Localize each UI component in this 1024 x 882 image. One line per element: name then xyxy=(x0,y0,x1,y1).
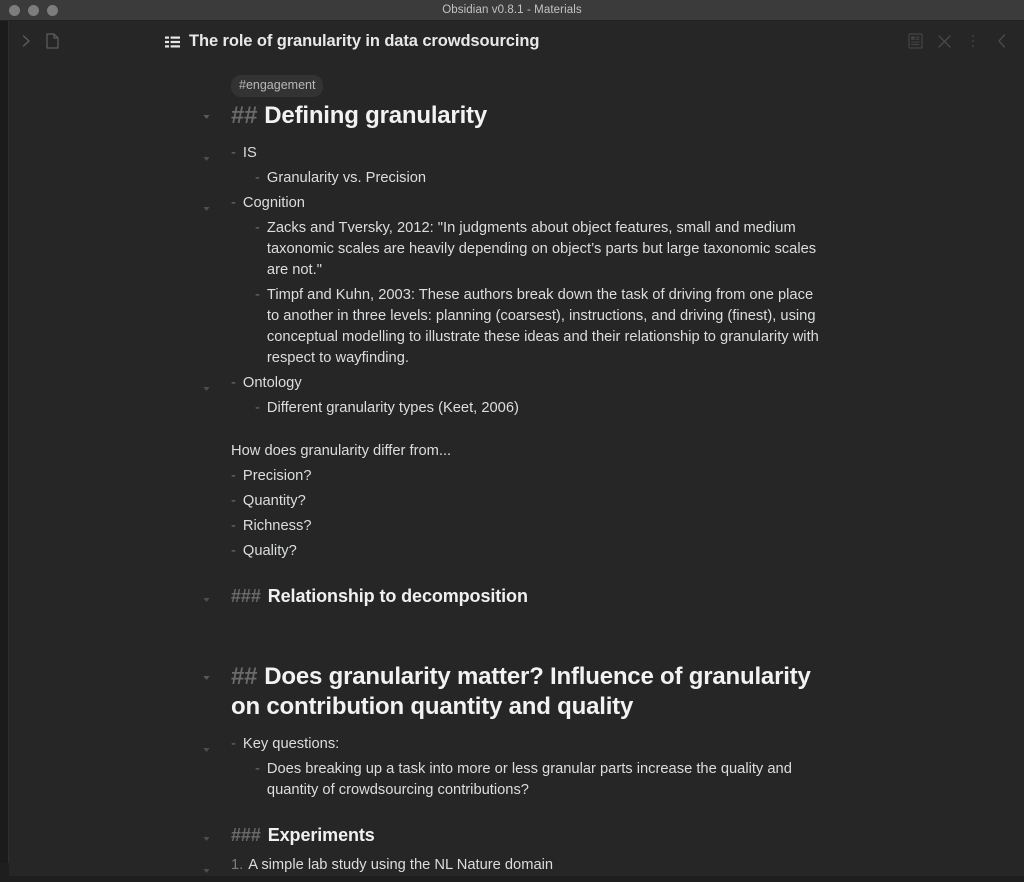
list-item-content xyxy=(215,218,1024,281)
list-item-key-questions xyxy=(9,734,1024,755)
bullet-marker: - xyxy=(255,170,260,186)
paragraph-content xyxy=(215,441,1024,462)
heading-level-2 xyxy=(231,101,824,131)
gutter xyxy=(9,759,215,774)
list-item-content xyxy=(215,373,1024,394)
bullet-marker: - xyxy=(255,761,260,777)
chevron-right-icon xyxy=(20,34,32,48)
heading-text: Does granularity matter? Influence of granularity on contribution quantity and quality xyxy=(231,663,811,720)
list-item-label: Different granularity types (Keet, 2006) xyxy=(266,400,519,416)
gutter xyxy=(9,101,215,116)
gutter xyxy=(9,823,215,838)
list-item-paragraph: Timpf and Kuhn, 2003: These authors break down the task of driving from one place to another in three levels: planning (coarsest), instructions, and driving (finest), using conceptual modelling to illustrate these ideas and their relationship to granularity with respect to wayfinding. xyxy=(266,287,819,366)
heading-row-relationship-to-decomposition xyxy=(9,584,1024,608)
collapse-arrow-icon[interactable] xyxy=(202,829,211,838)
gutter xyxy=(9,193,215,208)
tag-row xyxy=(9,75,1024,97)
list-item-precision xyxy=(9,466,1024,487)
gutter xyxy=(9,75,215,90)
list-item-content xyxy=(215,143,1024,164)
list-item-content xyxy=(215,398,1024,419)
heading-content xyxy=(215,662,1024,722)
markdown-hash-marker: ## xyxy=(231,663,258,690)
gutter xyxy=(9,516,215,531)
ordered-list-content xyxy=(215,855,1024,876)
collapse-arrow-icon[interactable] xyxy=(202,107,211,116)
heading-row-does-granularity-matter xyxy=(9,662,1024,722)
list-item-content xyxy=(215,541,1024,562)
gutter xyxy=(9,218,215,233)
list-item-timpf-kuhn xyxy=(9,285,1024,369)
gutter xyxy=(9,143,215,158)
heading-text: Defining granularity xyxy=(264,102,487,129)
list-item-content xyxy=(215,491,1024,512)
reading-view-icon xyxy=(908,33,923,49)
markdown-hash-marker: ## xyxy=(231,102,258,129)
gutter xyxy=(9,855,215,870)
list-item-paragraph: Zacks and Tversky, 2012: "In judgments about object features, small and medium taxonomic scales are heavily depending on object’s parts but large taxonomic scales are not." xyxy=(266,220,817,278)
heading-content xyxy=(215,101,1024,131)
outline-list-icon xyxy=(165,35,180,47)
list-item-content xyxy=(215,516,1024,537)
workspace xyxy=(9,21,1024,873)
bullet-marker: - xyxy=(231,375,236,391)
heading-content xyxy=(215,584,1024,608)
more-options-button[interactable] xyxy=(961,29,985,53)
bullet-marker: - xyxy=(255,400,260,416)
collapse-arrow-icon[interactable] xyxy=(202,861,211,870)
list-item-content xyxy=(215,168,1024,189)
list-item-label: Cognition xyxy=(242,195,305,211)
bullet-marker: - xyxy=(255,287,260,303)
gutter xyxy=(9,466,215,481)
list-item-label: Richness? xyxy=(242,518,312,534)
gutter xyxy=(9,584,215,599)
page-title: The role of granularity in data crowdsourcing xyxy=(189,31,540,50)
window-title: Obsidian v0.8.1 - Materials xyxy=(442,4,582,16)
bullet-marker: - xyxy=(231,518,236,534)
heading-row-defining-granularity xyxy=(9,101,1024,131)
list-item-label: Ontology xyxy=(242,375,302,391)
gutter xyxy=(9,285,215,300)
collapse-arrow-icon[interactable] xyxy=(202,149,211,158)
file-icon xyxy=(46,33,59,49)
bullet-marker: - xyxy=(231,195,236,211)
list-item-label: Quality? xyxy=(242,543,297,559)
bullet-marker: - xyxy=(231,145,236,161)
collapsed-sidebar-rail[interactable] xyxy=(0,21,9,863)
list-item-label: IS xyxy=(242,145,257,161)
list-item-granularity-types xyxy=(9,398,1024,419)
heading-row-experiments xyxy=(9,823,1024,847)
bullet-marker: - xyxy=(231,736,236,752)
tag-line xyxy=(215,75,1024,97)
heading-level-2 xyxy=(231,662,824,722)
bullet-marker: - xyxy=(231,493,236,509)
window-titlebar xyxy=(0,0,1024,21)
expand-sidebar-button[interactable] xyxy=(13,28,39,54)
gutter xyxy=(9,491,215,506)
close-icon xyxy=(937,34,952,49)
list-item-label: Quantity? xyxy=(242,493,306,509)
heading-level-3 xyxy=(231,823,824,847)
list-item-cognition xyxy=(9,193,1024,214)
list-item-paragraph: Does breaking up a task into more or less granular parts increase the quality and quantity of crowdsourcing contributions? xyxy=(266,761,792,798)
collapse-arrow-icon[interactable] xyxy=(202,379,211,388)
gutter xyxy=(9,168,215,183)
paragraph-text: How does granularity differ from... xyxy=(231,443,452,459)
minimize-window-button[interactable] xyxy=(28,5,39,16)
reading-view-button[interactable] xyxy=(903,29,927,53)
list-item-content xyxy=(215,285,1024,369)
gutter xyxy=(9,373,215,388)
heading-content xyxy=(215,823,1024,847)
markdown-hash-marker: ### xyxy=(231,825,261,845)
paragraph-row-differ-intro xyxy=(9,441,1024,462)
collapse-arrow-icon[interactable] xyxy=(202,199,211,208)
new-note-button[interactable] xyxy=(39,28,65,54)
view-actions xyxy=(903,29,1014,53)
list-item-content xyxy=(215,759,1024,801)
collapse-right-sidebar-button[interactable] xyxy=(990,29,1014,53)
heading-text: Experiments xyxy=(267,825,375,845)
close-window-button[interactable] xyxy=(9,5,20,16)
list-item-key-question-1 xyxy=(9,759,1024,801)
window-body xyxy=(0,21,1024,873)
list-item-richness xyxy=(9,516,1024,537)
gutter xyxy=(9,541,215,556)
list-item-label: A simple lab study using the NL Nature domain xyxy=(248,857,554,873)
heading-text: Relationship to decomposition xyxy=(267,586,528,606)
collapse-arrow-icon[interactable] xyxy=(202,668,211,677)
bullet-marker: - xyxy=(231,468,236,484)
markdown-hash-marker: ### xyxy=(231,586,261,606)
bullet-marker: - xyxy=(255,220,260,236)
traffic-lights xyxy=(0,5,58,16)
ordered-list-marker: 1. xyxy=(231,857,244,873)
list-item-is xyxy=(9,143,1024,164)
list-item-label: Precision? xyxy=(242,468,312,484)
gutter xyxy=(9,734,215,749)
gutter xyxy=(9,662,215,677)
gutter xyxy=(9,441,215,456)
more-options-icon xyxy=(972,35,975,48)
ordered-list-item-1 xyxy=(9,855,1024,876)
close-pane-button[interactable] xyxy=(932,29,956,53)
tag-engagement[interactable]: #engagement xyxy=(231,75,323,97)
list-item-quality xyxy=(9,541,1024,562)
list-item-content xyxy=(215,466,1024,487)
collapse-arrow-icon[interactable] xyxy=(202,740,211,749)
note-title-group[interactable] xyxy=(165,32,539,51)
list-item-label: Granularity vs. Precision xyxy=(266,170,427,186)
list-item-granularity-vs-precision xyxy=(9,168,1024,189)
list-item-ontology xyxy=(9,373,1024,394)
zoom-window-button[interactable] xyxy=(47,5,58,16)
list-item-label: Key questions: xyxy=(242,736,340,752)
list-item-content xyxy=(215,734,1024,755)
note-content[interactable] xyxy=(9,61,1024,876)
list-item-zacks-tversky xyxy=(9,218,1024,281)
collapse-arrow-icon[interactable] xyxy=(202,590,211,599)
note-scroll-area[interactable] xyxy=(9,61,1024,876)
list-item-quantity xyxy=(9,491,1024,512)
view-header xyxy=(9,21,1024,61)
list-item-content xyxy=(215,193,1024,214)
bullet-marker: - xyxy=(231,543,236,559)
gutter xyxy=(9,398,215,413)
heading-level-3 xyxy=(231,584,824,608)
chevron-left-icon xyxy=(996,33,1008,49)
